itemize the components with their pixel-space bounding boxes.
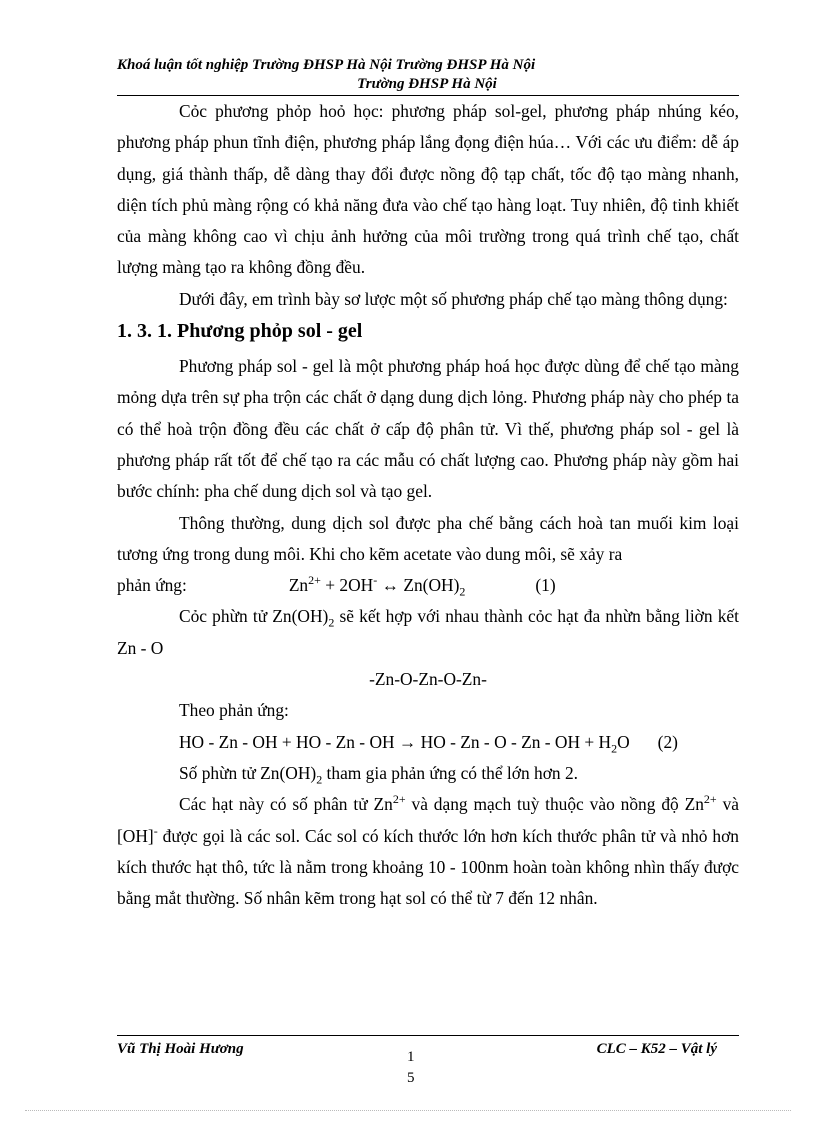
paragraph-sol-gel: Phương pháp sol - gel là một phương pháp hoá học được dùng để chế tạo màng mỏng dựa trên sự pha trộn các chất ở dạng dung dịch lỏng. Phương pháp này cho phép ta có thể hoà trộn đồng đều các chất ở cấp độ phân tử. Vì thế, phương pháp sol - gel là phương pháp rất tốt để chế tạo ra các mẫu có chất lượng cao. Phương pháp này gồm hai bước chính: pha chế dung dịch sol và tạo gel. <box>117 356 739 502</box>
section-heading: 1. 3. 1. Phương phỏp sol - gel <box>117 320 363 343</box>
paragraph-overview: Dưới đây, em trình bày sơ lược một số phương pháp chế tạo màng thông dụng: <box>179 288 728 309</box>
equation-2-line <box>117 727 739 758</box>
paragraph-intro: Cỏc phương phỏp hoỏ học: phương pháp sol-gel, phương pháp nhúng kéo, phương pháp phun tĩnh điện, phương pháp lắng đọng điện húa… Với các ưu điểm: dễ áp dụng, giá thành thấp, dễ dàng thay đổi được nồng độ tạp chất, tốc độ tạo màng nhanh, diện tích phủ màng rộng có khả năng đưa vào chế tạo hàng loạt. Tuy nhiên, độ tinh khiết của màng không cao vì chịu ảnh hưởng của môi trường trong quá trình chế tạo, chất lượng màng tạo ra không đồng đều. <box>117 101 739 278</box>
page-header <box>117 56 737 94</box>
paragraph-sol-particles: Các hạt này có số phân tử $Zn^{2+}$ và dạng mạch tuỳ thuộc vào nồng độ $Zn^{2+}$ và [OH]- được gọi là các sol. Các sol có kích thước lớn hơn kích thước phân tử và nhỏ hơn kích thước hạt thô, tức là nằm trong khoảng 10 - 100nm hoàn toàn không nhìn thấy được bằng mắt thường. Số nhân kẽm trong hạt sol có thể từ 7 đến 12 nhân. <box>117 792 740 909</box>
header-line-1: Khoá luận tốt nghiệp Trường ĐHSP Hà Nội Trường ĐHSP Hà Nội <box>117 57 536 73</box>
paragraph-molecule-count: Số phừn tử $Zn(OH)_2$ tham gia phản ứng có thể lớn hơn 2. <box>179 762 578 787</box>
footer-rule <box>117 1035 739 1036</box>
footer-course: CLC – K52 – Vật lý <box>596 1041 717 1057</box>
paragraph-solution-prep: Thông thường, dung dịch sol được pha chế bằng cách hoà tan muối kim loại tương ứng trong dung môi. Khi cho kẽm acetate vào dung môi, sẽ xảy ra <box>117 512 739 564</box>
bond-chain: -Zn-O-Zn-O-Zn- <box>369 669 487 690</box>
page-boundary <box>25 1110 791 1111</box>
page-footer <box>117 1041 717 1091</box>
header-line-2: Trường ĐHSP Hà Nội <box>357 76 497 92</box>
document-body <box>117 96 739 914</box>
paragraph-molecules: Cỏc phừn tử $Zn(OH)_2$ sẽ kết hợp với nhau thành cỏc hạt đa nhừn bằng liờn kết Zn - O <box>117 606 739 658</box>
equation-2-number: (2) <box>657 731 678 752</box>
equation-1-number: (1) <box>535 575 556 596</box>
equation-2: HO - Zn - OH + HO - Zn - OH → HO - Zn - O - Zn - OH + $H_2O$ <box>179 731 630 756</box>
equation-1: $Zn^{2+} + 2OH^-$ ↔ $Zn(OH)_2$ <box>288 573 466 599</box>
footer-author: Vũ Thị Hoài Hương <box>117 1041 244 1057</box>
equation-1-line <box>117 570 739 601</box>
reaction-label: phản ứng: <box>117 575 187 596</box>
page-number: 1 5 <box>407 1049 415 1086</box>
paragraph-reaction-intro: Theo phản ứng: <box>179 700 289 721</box>
